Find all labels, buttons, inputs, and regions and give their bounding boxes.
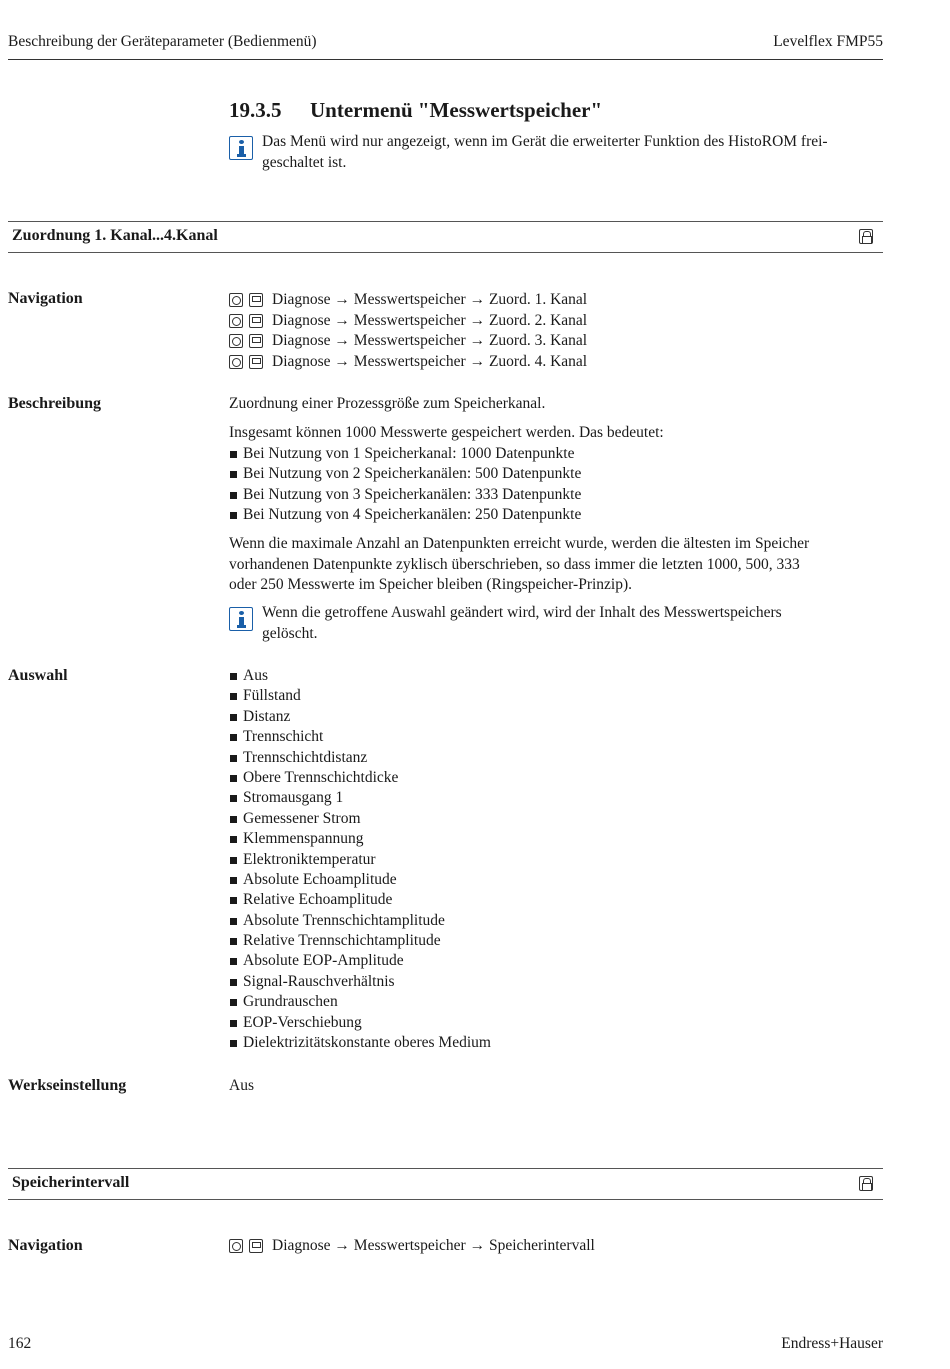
info-icon: [229, 136, 253, 160]
datapoint-list: [229, 444, 879, 526]
beschreibung-label: Beschreibung: [8, 395, 102, 412]
list-item: Signal-Rauschverhältnis: [229, 972, 879, 992]
display-icon: [249, 314, 263, 328]
navigation-path: Diagnose → Messwertspeicher → Zuord. 1. Kanal: [229, 290, 879, 311]
list-item: EOP-Verschiebung: [229, 1013, 879, 1033]
navigation-label: Navigation: [8, 290, 83, 307]
navigation-path: Diagnose → Messwertspeicher → Zuord. 3. Kanal: [229, 331, 879, 352]
section-note: Das Menü wird nur angezeigt, wenn im Gerät die erweiterter Funktion des HistoROM frei- geschaltet ist.: [262, 133, 828, 171]
selection-note: Wenn die getroffene Auswahl geändert wird, wird der Inhalt des Messwertspeichers gelöscht.: [262, 604, 782, 642]
parameter-title: Speicherintervall: [12, 1174, 130, 1191]
navigation-paths: [229, 1236, 879, 1257]
list-item: Trennschichtdistanz: [229, 748, 879, 768]
header-rule: [8, 59, 883, 60]
werkseinstellung-value: Aus: [229, 1077, 254, 1094]
operating-tool-icon: [229, 293, 243, 307]
section-title: Untermenü "Messwertspeicher": [310, 98, 603, 122]
list-item: Dielektrizitätskonstante oberes Medium: [229, 1033, 879, 1053]
auswahl-label: Auswahl: [8, 667, 68, 684]
parameter-bar-speicherintervall: [8, 1168, 883, 1200]
navigation-label: Navigation: [8, 1237, 83, 1254]
operating-tool-icon: [229, 314, 243, 328]
running-header-product: Levelflex FMP55: [773, 33, 883, 50]
list-item: Grundrauschen: [229, 992, 879, 1012]
display-icon: [249, 293, 263, 307]
description-text: Wenn die maximale Anzahl an Datenpunkten erreicht wurde, werden die ältesten im Speicher vorhandenen Datenpunkte zyklisch überschrieben, so dass immer die letzten 1000, 500, 333 oder 250 Messwerte im Speicher bleiben (Ringspeicher-Prinzip).: [229, 535, 810, 594]
lock-icon: [859, 1176, 873, 1191]
list-item: Füllstand: [229, 686, 879, 706]
beschreibung-content: [229, 394, 879, 596]
list-item: Obere Trennschichtdicke: [229, 768, 879, 788]
list-item: Distanz: [229, 707, 879, 727]
list-item: Stromausgang 1: [229, 788, 879, 808]
section-number: 19.3.5: [229, 98, 282, 122]
selection-list: [229, 666, 879, 1053]
operating-tool-icon: [229, 355, 243, 369]
auswahl-content: [229, 666, 879, 1053]
list-item: Absolute Echoamplitude: [229, 870, 879, 890]
navigation-path: Diagnose → Messwertspeicher → Speicherintervall: [229, 1236, 879, 1257]
description-text: Insgesamt können 1000 Messwerte gespeichert werden. Das bedeutet:: [229, 424, 664, 442]
list-item: Relative Trennschichtamplitude: [229, 931, 879, 951]
parameter-bar-zuordnung: [8, 221, 883, 253]
navigation-path: Diagnose → Messwertspeicher → Zuord. 2. Kanal: [229, 311, 879, 332]
list-item: Klemmenspannung: [229, 829, 879, 849]
description-text: Zuordnung einer Prozessgröße zum Speicherkanal.: [229, 395, 546, 412]
list-item: Trennschicht: [229, 727, 879, 747]
list-item: Bei Nutzung von 4 Speicherkanälen: 250 Datenpunkte: [229, 505, 879, 525]
list-item: Gemessener Strom: [229, 809, 879, 829]
display-icon: [249, 334, 263, 348]
operating-tool-icon: [229, 1239, 243, 1253]
navigation-path: Diagnose → Messwertspeicher → Zuord. 4. Kanal: [229, 352, 879, 373]
list-item: Bei Nutzung von 1 Speicherkanal: 1000 Datenpunkte: [229, 444, 879, 464]
list-item: Bei Nutzung von 3 Speicherkanälen: 333 Datenpunkte: [229, 485, 879, 505]
lock-icon: [859, 229, 873, 244]
info-icon: [229, 607, 253, 631]
running-header-title: Beschreibung der Geräteparameter (Bedienmenü): [8, 33, 317, 50]
list-item: Aus: [229, 666, 879, 686]
list-item: Bei Nutzung von 2 Speicherkanälen: 500 Datenpunkte: [229, 464, 879, 484]
parameter-title: Zuordnung 1. Kanal...4.Kanal: [12, 227, 218, 244]
list-item: Absolute Trennschichtamplitude: [229, 911, 879, 931]
section-heading: [229, 98, 602, 123]
list-item: Relative Echoamplitude: [229, 890, 879, 910]
brand-name: Endress+Hauser: [781, 1335, 883, 1352]
werkseinstellung-label: Werkseinstellung: [8, 1077, 127, 1094]
display-icon: [249, 1239, 263, 1253]
page-number: 162: [8, 1335, 32, 1352]
navigation-paths: [229, 290, 879, 372]
list-item: Elektroniktemperatur: [229, 850, 879, 870]
display-icon: [249, 355, 263, 369]
operating-tool-icon: [229, 334, 243, 348]
list-item: Absolute EOP-Amplitude: [229, 951, 879, 971]
